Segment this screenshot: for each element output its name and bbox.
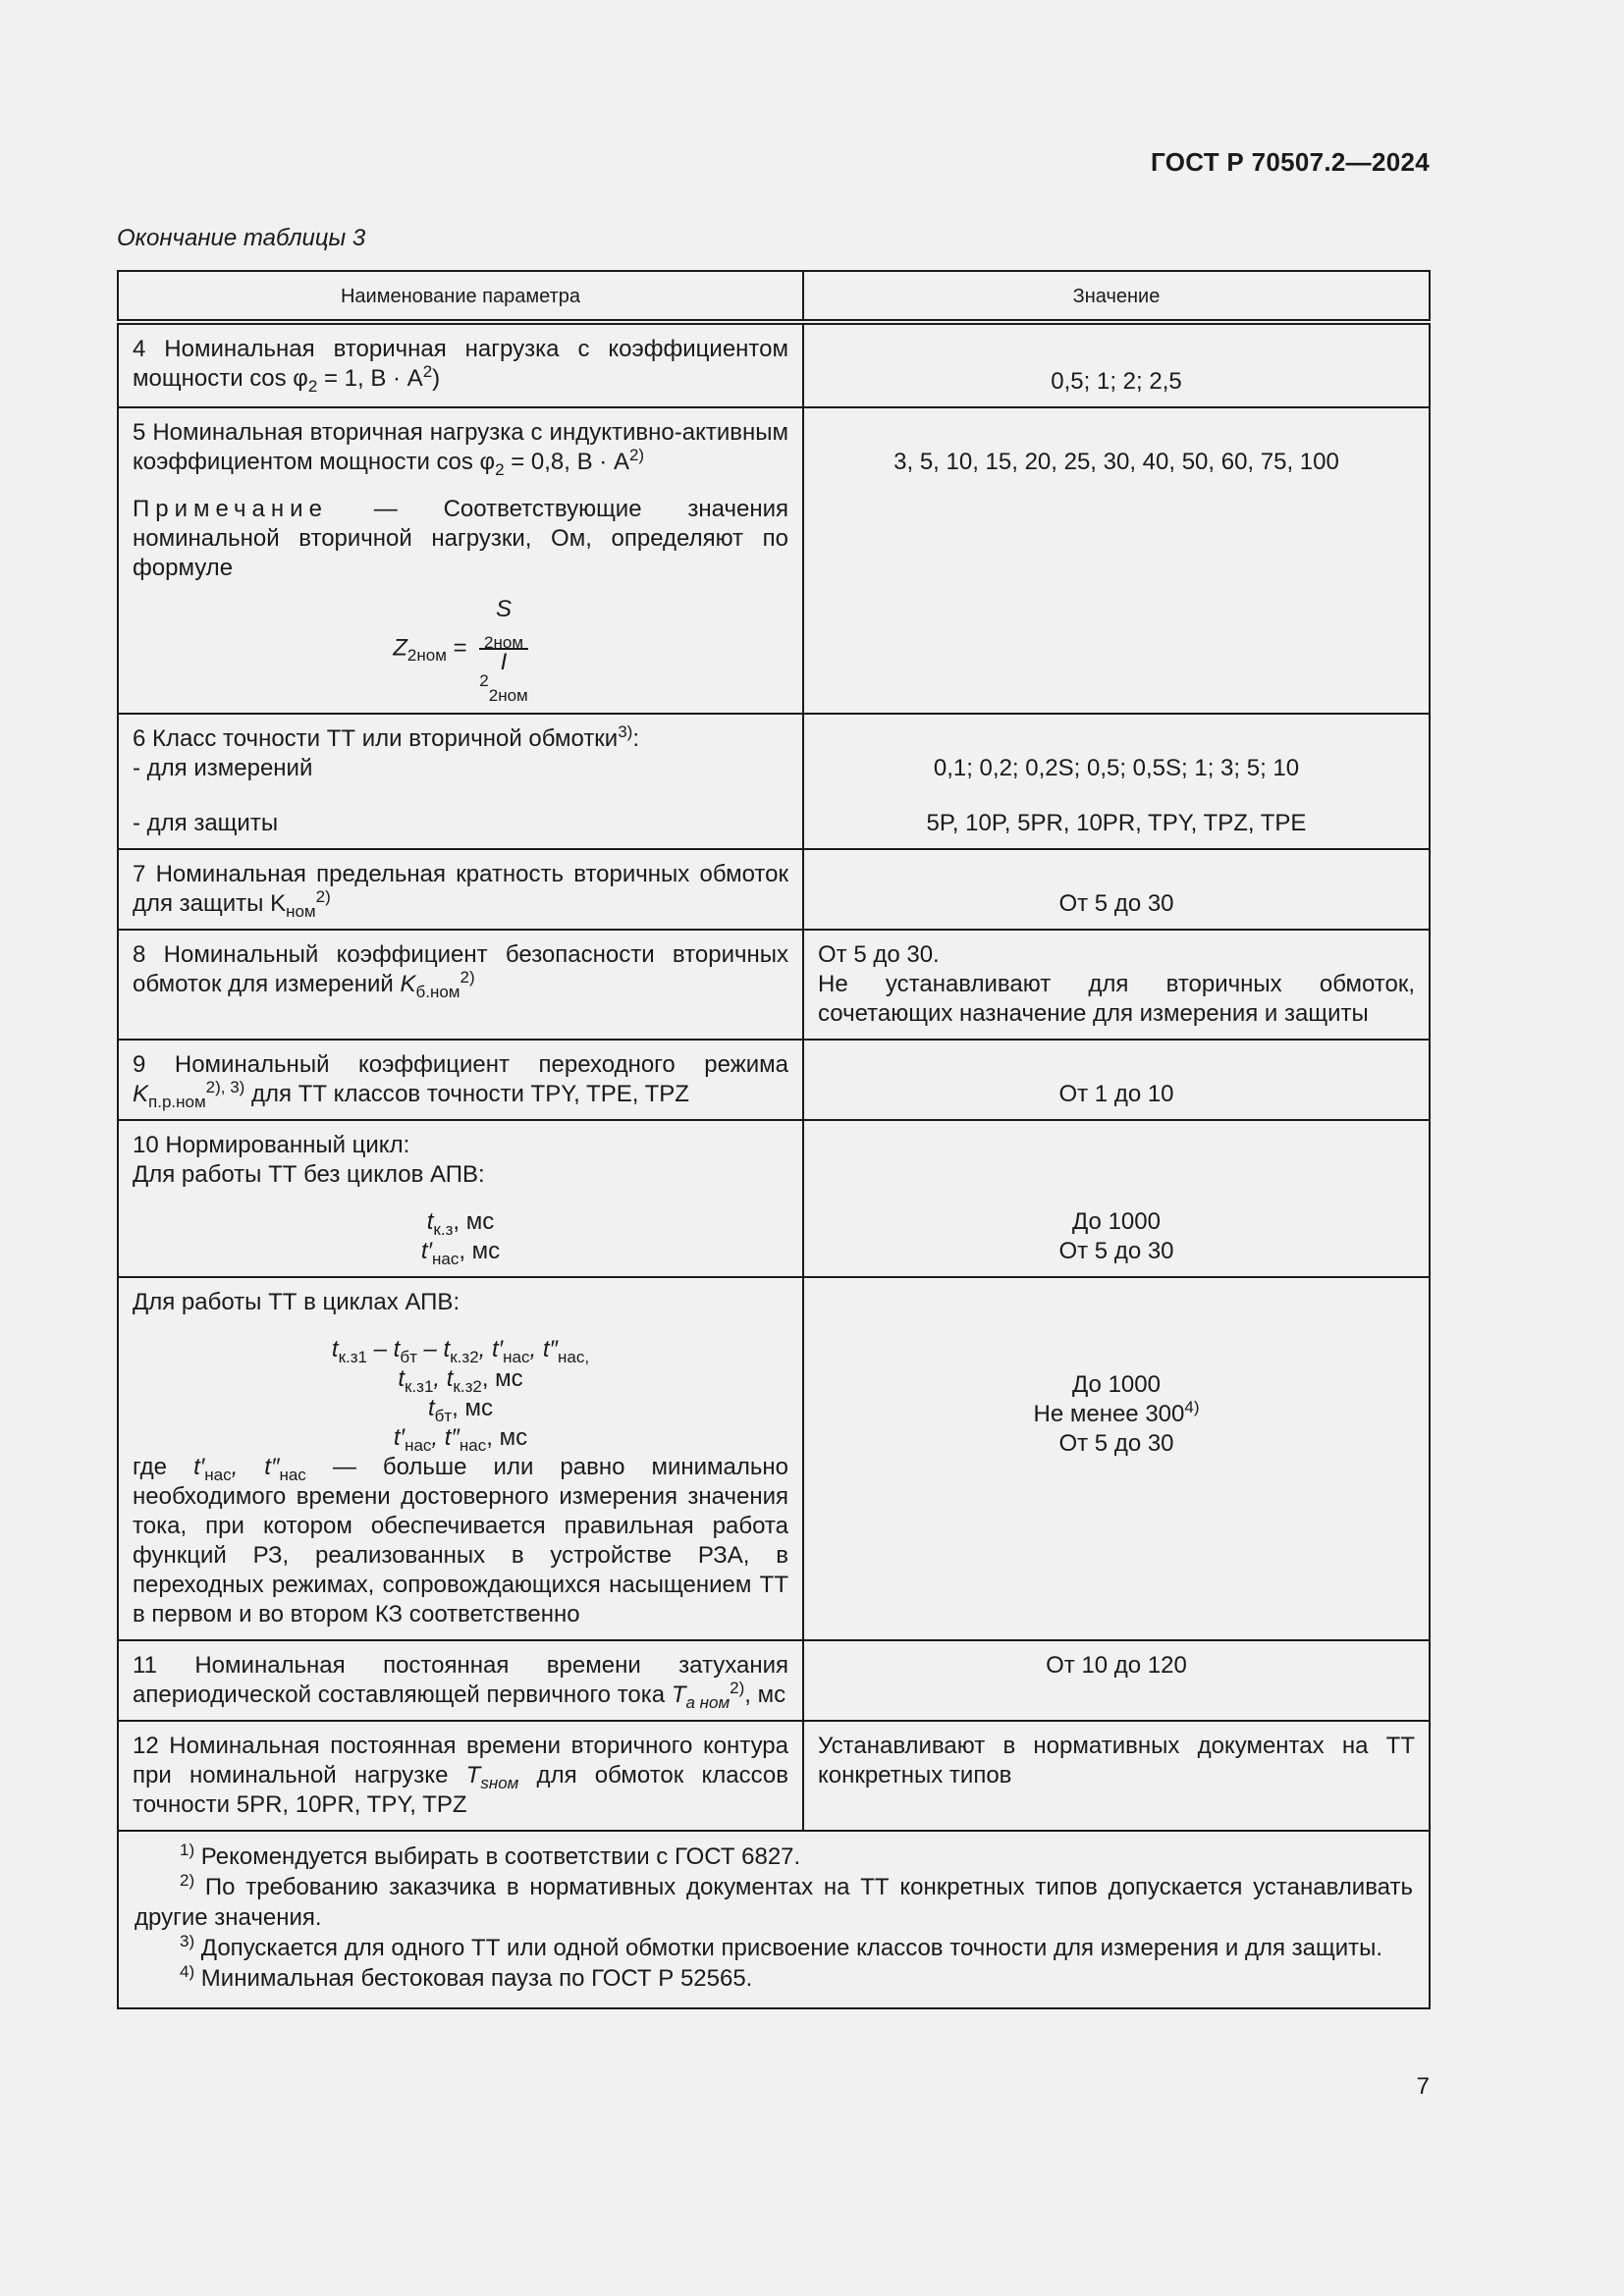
column-header-parameter: Наименование параметра bbox=[118, 271, 803, 322]
table-caption: Окончание таблицы 3 bbox=[117, 225, 366, 251]
value-cell: 3, 5, 10, 15, 20, 25, 30, 40, 50, 60, 75, 100 bbox=[803, 407, 1430, 714]
document-code: ГОСТ Р 70507.2—2024 bbox=[1151, 147, 1430, 177]
param-cell: 8 Номинальный коэффициент безопасности вторичных обмоток для измерений $K_{б.ном}^{2)}$ bbox=[118, 930, 803, 1040]
value-cell: От 10 до 120 bbox=[803, 1640, 1430, 1721]
note: Примечание — Соответствующие значения номинальной вторичной нагрузки, Ом, определяют по формуле bbox=[133, 496, 788, 581]
param-cell: 6 Класс точности ТТ или вторичной обмотки$^{3)}$: - для измерений - для защиты bbox=[118, 714, 803, 849]
value-cell: 0,5; 1; 2; 2,5 bbox=[803, 322, 1430, 407]
value-cell: От 5 до 30. Не устанавливают для вторичных обмоток, сочетающих назначение для измерения и защиты bbox=[803, 930, 1430, 1040]
footnotes-row bbox=[118, 1831, 1430, 2008]
param-cell: 10 Нормированный цикл: Для работы ТТ без циклов АПВ: $t_{к.з}$, мс $t'_{нас}$, мс bbox=[118, 1120, 803, 1277]
value-cell: От 5 до 30 bbox=[803, 849, 1430, 930]
value-cell: 0,1; 0,2; 0,2S; 0,5; 0,5S; 1; 3; 5; 10 5P, 10P, 5PR, 10PR, TPY, TPZ, TPE bbox=[803, 714, 1430, 849]
footnotes bbox=[118, 1831, 1430, 2008]
value-cell: Устанавливают в нормативных документах на ТТ конкретных типов bbox=[803, 1721, 1430, 1831]
param-cell: 11 Номинальная постоянная времени затухания апериодической составляющей первичного тока $T_{a ном}^{2)}$, мс bbox=[118, 1640, 803, 1721]
param-cell: 5 Номинальная вторичная нагрузка с индуктивно-активным коэффициентом мощности $\cos \varphi_2 = 0,8$, $В \cdot А^{2)}$ Примечание — Соответствующие значения номинальной вторичной нагрузки, Ом, определяют по формуле $Z_{2ном}$ = S $_{2ном}$ I $^2_{2ном}$ bbox=[118, 407, 803, 714]
table-row bbox=[118, 1277, 1430, 1640]
param-cell: 12 Номинальная постоянная времени вторичного контура при номинальной нагрузке $T_{sном}$ для обмоток классов точности 5PR, 10PR, TPY, TPZ bbox=[118, 1721, 803, 1831]
value-cell: До 1000 Не менее 300$^{4)}$ От 5 до 30 bbox=[803, 1277, 1430, 1640]
footnote: $^{2)}$ По требованию заказчика в нормативных документах на ТТ конкретных типов допускается устанавливать другие значения. bbox=[135, 1871, 1413, 1931]
footnote: $^{4)}$ Минимальная бестоковая пауза по ГОСТ Р 52565. bbox=[180, 1962, 753, 1992]
footnote: $^{1)}$ Рекомендуется выбирать в соответствии с ГОСТ 6827. bbox=[180, 1841, 801, 1870]
table-row bbox=[118, 1120, 1430, 1277]
table-row bbox=[118, 322, 1430, 407]
table-header-row bbox=[118, 271, 1430, 322]
table-row bbox=[118, 1721, 1430, 1831]
parameters-table bbox=[117, 270, 1431, 2009]
value-cell: До 1000 От 5 до 30 bbox=[803, 1120, 1430, 1277]
param-cell: 4 Номинальная вторичная нагрузка с коэффициентом мощности $\cos \varphi_2 = 1$, $В \cdot А^2$) bbox=[118, 322, 803, 407]
table-row bbox=[118, 1040, 1430, 1120]
param-cell: 9 Номинальный коэффициент переходного режима $K_{п.р.ном}^{2), 3)}$ для ТТ классов точности TPY, TPE, TPZ bbox=[118, 1040, 803, 1120]
column-header-value: Значение bbox=[803, 271, 1430, 322]
footnote: $^{3)}$ Допускается для одного ТТ или одной обмотки присвоение классов точности для измерения и для защиты. bbox=[180, 1932, 1383, 1961]
param-cell: 7 Номинальная предельная кратность вторичных обмоток для защиты $K_{ном}^{2)}$ bbox=[118, 849, 803, 930]
table-row bbox=[118, 930, 1430, 1040]
table-row bbox=[118, 714, 1430, 849]
table-row bbox=[118, 849, 1430, 930]
param-cell: Для работы ТТ в циклах АПВ: $t_{к.з1} - t_{бт} - t_{к.з2}$, $t'_{нас}$, $t''_{нас,}$ $t_{к.з1}$, $t_{к.з2}$, мс $t_{бт}$, мс $t'_{нас}$, $t''_{нас}$, мс где $t'_{нас}$, $t''_{нас}$ — больше или равно минимально необходимого времени достоверного измерения значения тока, при котором обеспечивается правильная работа функций РЗ, реализованных в устройстве РЗА, в переходных режимах, сопровождающихся насыщением ТТ в первом и во втором КЗ соответственно bbox=[118, 1277, 803, 1640]
value-cell: От 1 до 10 bbox=[803, 1040, 1430, 1120]
table-row bbox=[118, 1640, 1430, 1721]
table-row bbox=[118, 407, 1430, 714]
page-number: 7 bbox=[1416, 2073, 1430, 2100]
formula: $Z_{2ном}$ = S $_{2ном}$ I $^2_{2ном}$ bbox=[393, 596, 528, 705]
